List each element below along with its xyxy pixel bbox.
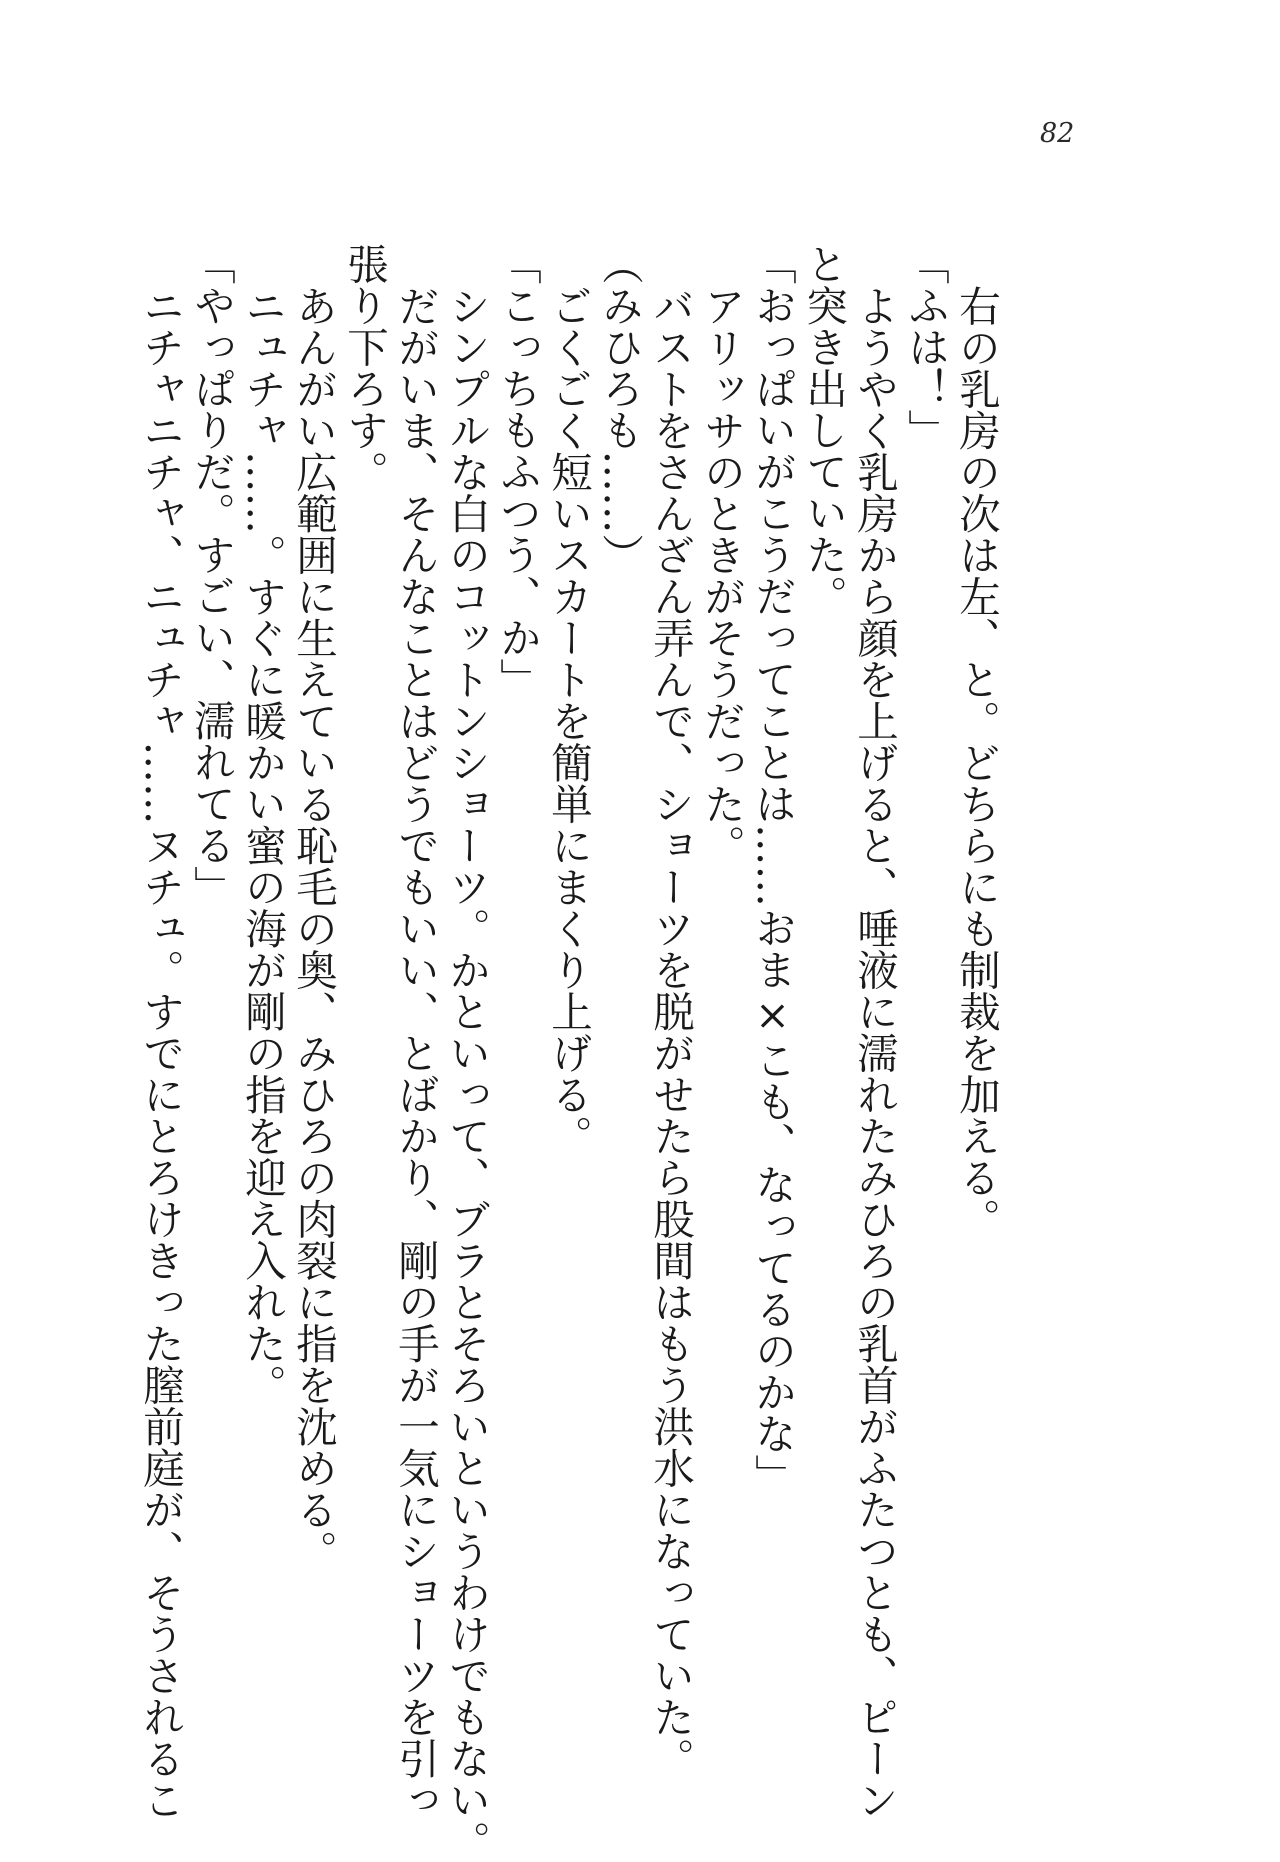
text-line: ようやく乳房から顔を上げると、唾液に濡れたみひろの乳首がふたつとも、ピーン <box>850 284 899 1820</box>
text-line: あんがい広範囲に生えている恥毛の奥、みひろの肉裂に指を沈める。 <box>289 284 338 1571</box>
text-line: 「やっぱりだ。すごい、濡れてる」 <box>187 243 236 907</box>
page-number: 82 <box>1040 118 1075 149</box>
text-line: ニュチャ……。すぐに暖かい蜜の海が剛の指を迎え入れた。 <box>238 284 287 1405</box>
text-line: ごくごく短いスカートを簡単にまくり上げる。 <box>544 284 593 1156</box>
text-line: 張り下ろす。 <box>340 243 389 492</box>
text-line: 「おっぱいがこうだってことは……おま×こも、なってるのかな」 <box>748 243 797 1496</box>
text-line: バストをさんざん弄んで、ショーツを脱がせたら股間はもう洪水になっていた。 <box>646 284 695 1779</box>
text-line: と突き出していた。 <box>799 243 848 617</box>
text-line: アリッサのときがそうだった。 <box>697 284 746 866</box>
text-line: シンプルな白のコットンショーツ。かといって、ブラとそろいというわけでもない。 <box>442 284 491 1862</box>
text-line: 右の乳房の次は左、と。どちらにも制裁を加える。 <box>952 284 1001 1239</box>
body-text <box>135 243 1002 1862</box>
text-line: 「ふは！」 <box>901 243 950 451</box>
text-line: （みひろも……） <box>595 243 644 575</box>
text-line: ニチャニチャ、ニュチャ……ヌチュ。すでにとろけきった膣前庭が、そうされるこ <box>136 284 185 1820</box>
text-line: だがいま、そんなことはどうでもいい、とばかり、剛の手が一気にショーツを引っ <box>391 284 440 1820</box>
text-line: 「こっちもふつう、か」 <box>493 243 542 700</box>
